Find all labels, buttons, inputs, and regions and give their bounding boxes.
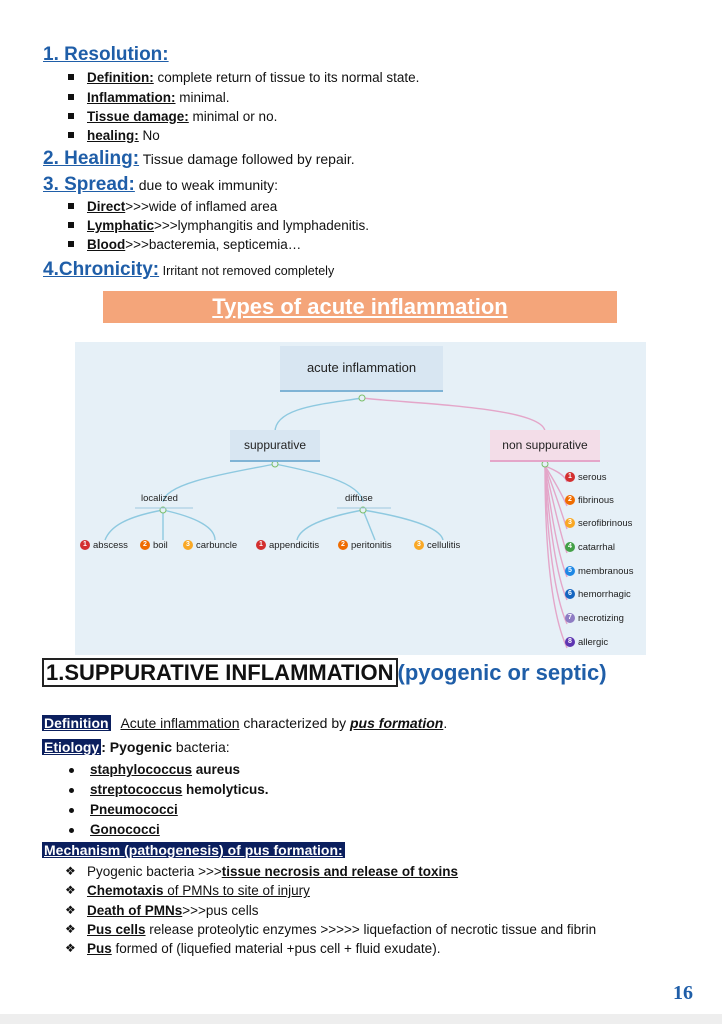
leaf-membranous: 5 membranous xyxy=(565,566,633,577)
node-acute-inflammation: acute inflammation xyxy=(280,346,443,392)
mindmap-diagram xyxy=(75,342,646,655)
connector-localized-carbuncle xyxy=(163,510,215,540)
connector-localized-abscess xyxy=(105,510,163,540)
bacteria-item: streptococcus hemolyticus. xyxy=(90,782,269,797)
leaf-peritonitis: 2 peritonitis xyxy=(338,540,392,551)
resolution-item: Inflammation: minimal. xyxy=(87,90,230,105)
mechanism-item: ❖ Pus formed of (liquefied material +pus cell + fluid exudate). xyxy=(65,941,441,956)
leaf-serous: 1 serous xyxy=(565,472,607,483)
connector-diffuse-appendicitis xyxy=(297,510,363,540)
leaf-hemorrhagic: 6 hemorrhagic xyxy=(565,589,631,600)
node-localized: localized xyxy=(141,493,178,504)
spread-item: Direct>>>wide of inflamed area xyxy=(87,199,277,214)
resolution-item: Definition: complete return of tissue to its normal state. xyxy=(87,70,419,85)
etiology-line: Etiology : Pyogenic bacteria: xyxy=(44,739,230,755)
leaf-appendicitis: 1 appendicitis xyxy=(256,540,319,551)
mechanism-item: ❖ Pus cells release proteolytic enzymes >>>>> liquefaction of necrotic tissue and fibrin xyxy=(65,922,597,937)
resolution-item: healing: No xyxy=(87,128,160,143)
connector-root-suppurative xyxy=(275,398,362,432)
node-handle xyxy=(359,395,365,401)
leaf-boil: 2 boil xyxy=(140,540,168,551)
leaf-serofibrinous: 3 serofibrinous xyxy=(565,518,632,529)
leaf-cellulitis: 3 cellulitis xyxy=(414,540,460,551)
leaf-abscess: 1 abscess xyxy=(80,540,128,551)
spread-item: Lymphatic>>>lymphangitis and lymphadenitis. xyxy=(87,218,369,233)
leaf-catarrhal: 4 catarrhal xyxy=(565,542,615,553)
leaf-carbuncle: 3 carbuncle xyxy=(183,540,237,551)
types-banner: Types of acute inflammation xyxy=(103,291,617,323)
resolution-heading: 1. Resolution: xyxy=(43,44,169,65)
node-diffuse: diffuse xyxy=(345,493,373,504)
node-suppurative: suppurative xyxy=(230,430,320,462)
node-non-suppurative: non suppurative xyxy=(490,430,600,462)
connector-supp-localized xyxy=(163,464,275,502)
bacteria-item: staphylococcus aureus xyxy=(90,762,240,777)
connector-root-nonsupp xyxy=(362,398,545,432)
definition-line: Definition Acute inflammation characterized by pus formation. xyxy=(44,715,448,731)
mechanism-heading: Mechanism (pathogenesis) of pus formation: xyxy=(44,842,343,858)
leaf-fibrinous: 2 fibrinous xyxy=(565,495,614,506)
mechanism-item: ❖ Chemotaxis of PMNs to site of injury xyxy=(65,883,310,898)
bacteria-item: Gonococci xyxy=(90,822,160,837)
mechanism-item: ❖ Pyogenic bacteria >>>tissue necrosis and release of toxins xyxy=(65,864,459,879)
page-number: 16 xyxy=(673,982,693,1004)
resolution-item: Tissue damage: minimal or no. xyxy=(87,109,277,124)
leaf-allergic: 8 allergic xyxy=(565,637,608,648)
connector-diffuse-cellulitis xyxy=(363,510,443,540)
healing-line: 2. Healing: Tissue damage followed by repair. xyxy=(43,148,355,169)
chronicity-line: 4.Chronicity: Irritant not removed completely xyxy=(43,259,335,280)
footer-divider xyxy=(0,1014,722,1024)
mechanism-item: ❖ Death of PMNs>>>pus cells xyxy=(65,903,259,918)
spread-line: 3. Spread: due to weak immunity: xyxy=(43,174,279,195)
spread-item: Blood>>>bacteremia, septicemia… xyxy=(87,237,301,252)
leaf-necrotizing: 7 necrotizing xyxy=(565,613,624,624)
bacteria-item: Pneumococci xyxy=(90,802,178,817)
connector-diffuse-peritonitis xyxy=(363,510,375,540)
suppurative-heading: 1.SUPPURATIVE INFLAMMATION (pyogenic or septic) xyxy=(42,660,607,686)
